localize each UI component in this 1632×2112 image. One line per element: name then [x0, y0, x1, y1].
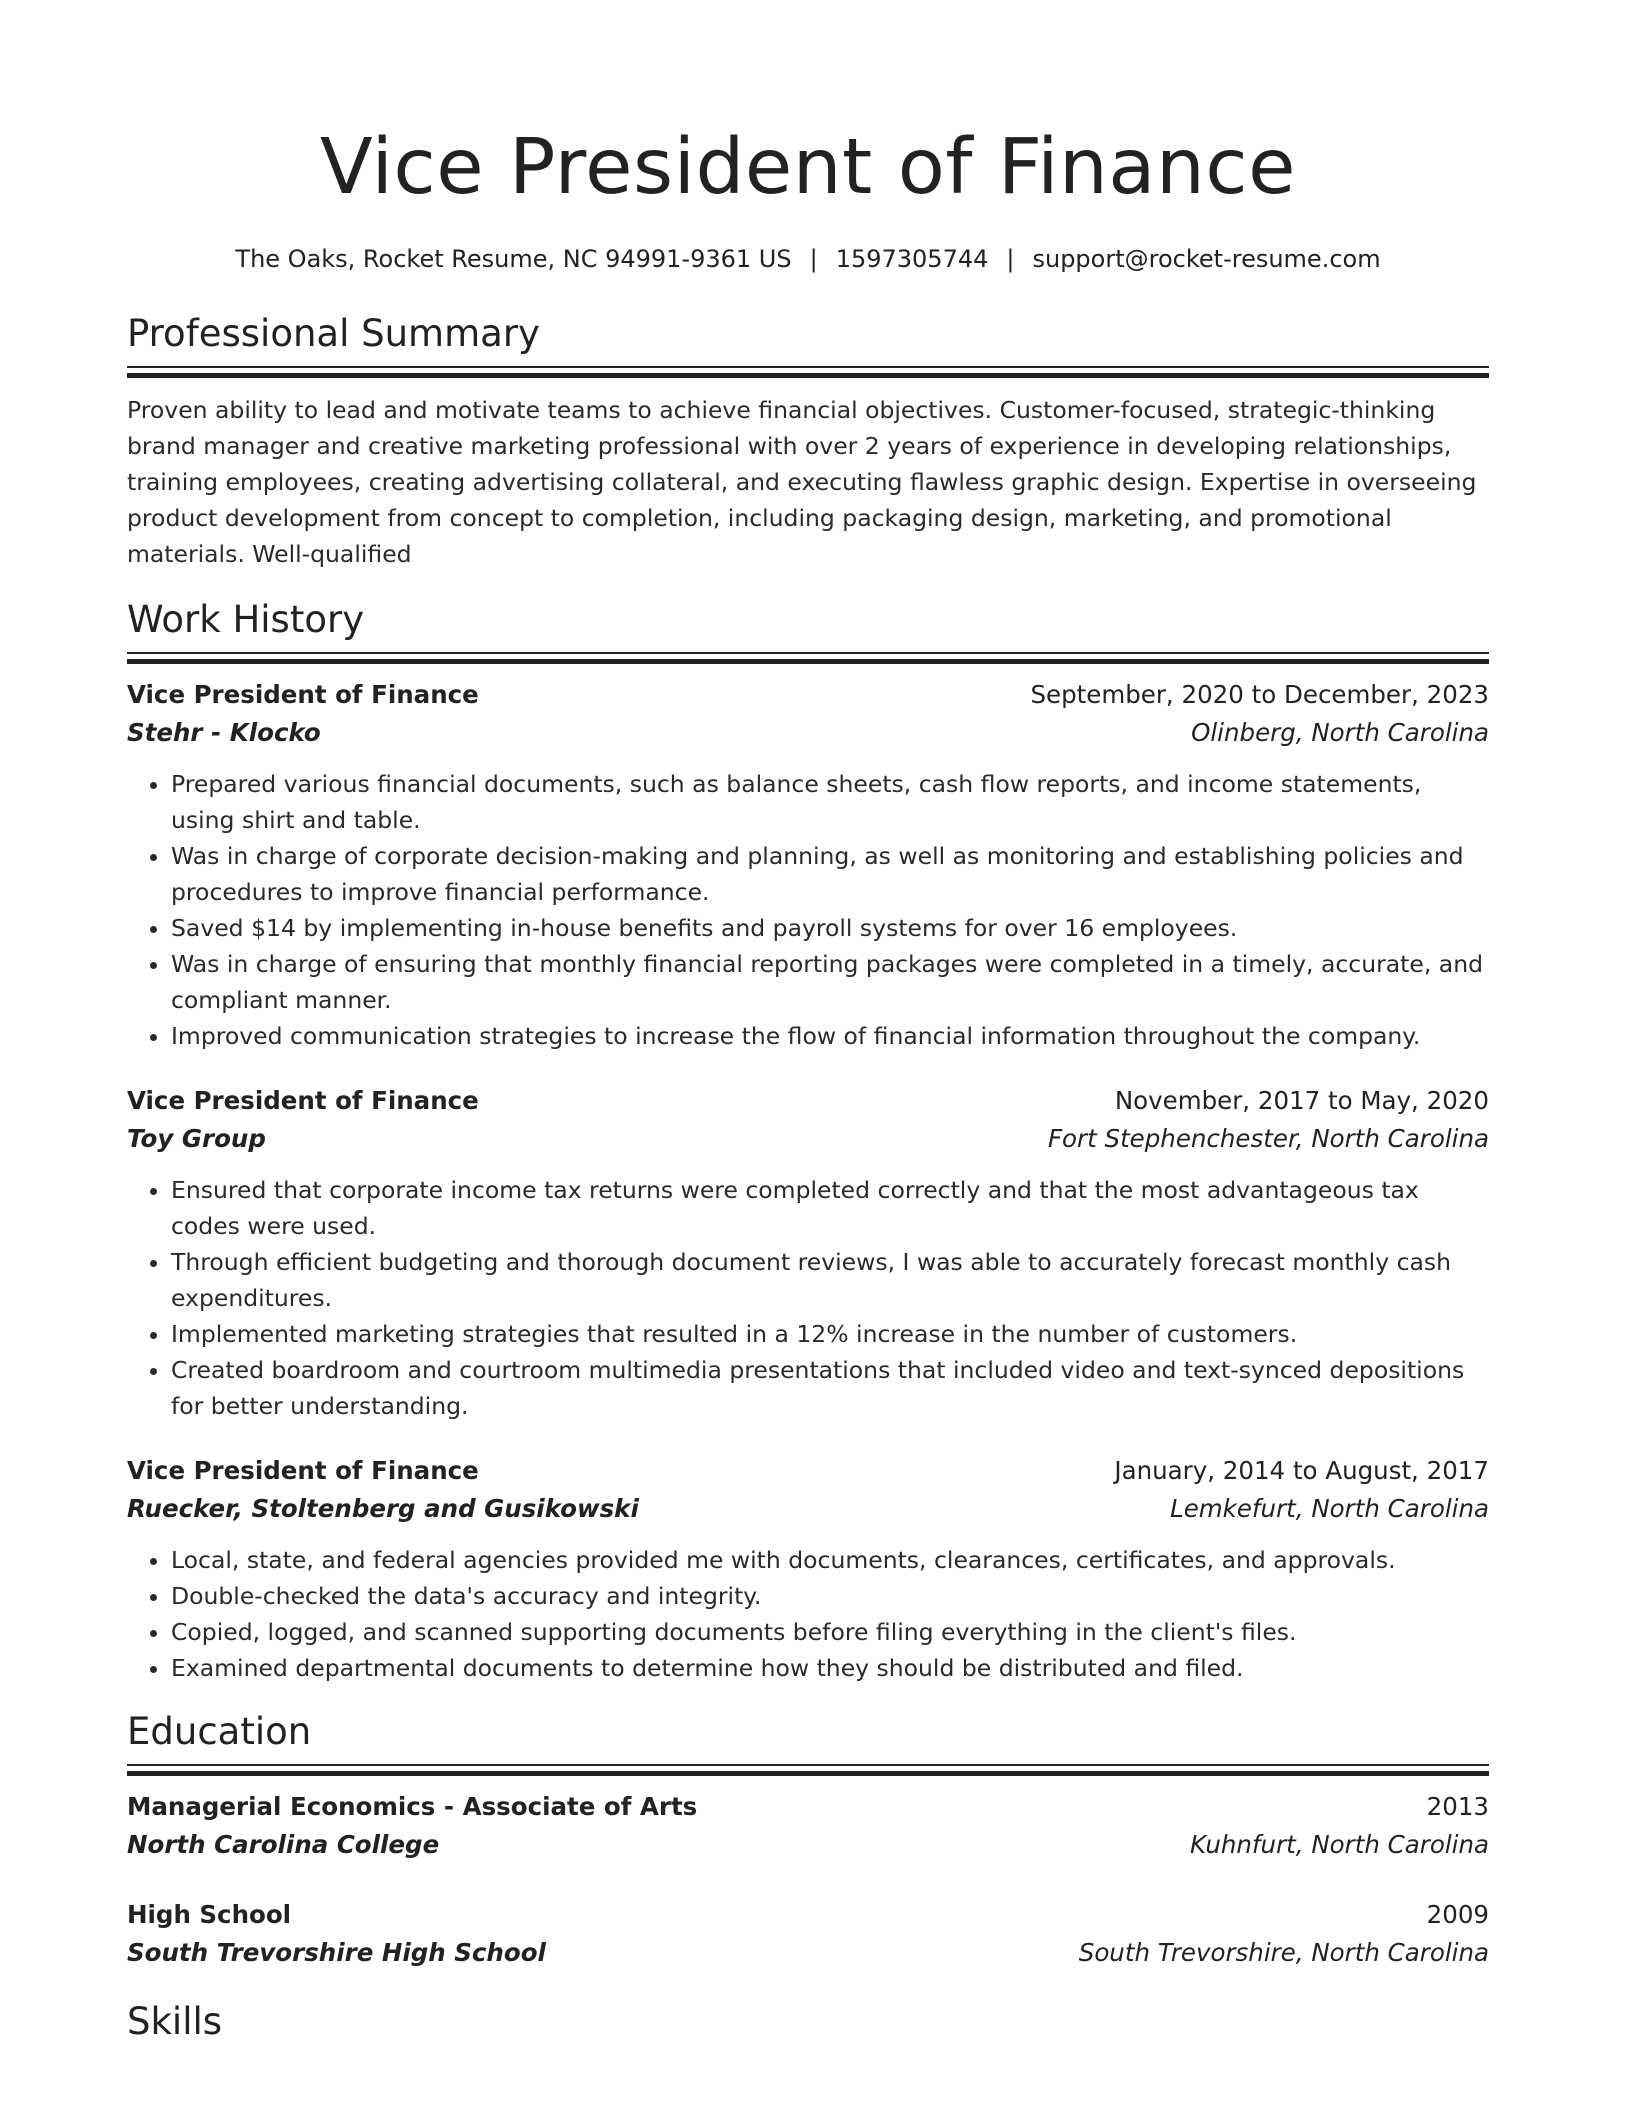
education-entry	[127, 1788, 1489, 1864]
contact-phone: 1597305744	[835, 245, 989, 273]
job-bullet: • Was in charge of corporate decision-making and planning, as well as monitoring and establishing policies and procedures to improve financial performance.	[171, 838, 1489, 910]
education-location: South Trevorshire, North Carolina	[1078, 1938, 1489, 1967]
job-bullets	[127, 1172, 1489, 1424]
job-bullet: • Improved communication strategies to increase the flow of financial information throughout the company.	[171, 1018, 1489, 1054]
education-year: 2009	[1426, 1900, 1489, 1929]
contact-line	[127, 242, 1489, 276]
work-history-section	[127, 596, 1489, 1686]
job-company: Ruecker, Stoltenberg and Gusikowski	[127, 1494, 639, 1523]
education-section	[127, 1708, 1489, 1972]
section-divider	[127, 1764, 1489, 1776]
education-entry	[127, 1896, 1489, 1972]
education-heading: Education	[127, 1710, 312, 1753]
job-bullet: • Saved $14 by implementing in-house benefits and payroll systems for over 16 employees.	[171, 910, 1489, 946]
job-location: Olinberg, North Carolina	[1191, 718, 1489, 747]
job-location: Lemkefurt, North Carolina	[1170, 1494, 1489, 1523]
job-bullet: • Ensured that corporate income tax returns were completed correctly and that the most advantageous tax codes were used.	[171, 1172, 1489, 1244]
job-entry	[127, 1452, 1489, 1686]
job-dates: January, 2014 to August, 2017	[1114, 1456, 1489, 1485]
job-entry	[127, 676, 1489, 1054]
job-bullet: • Implemented marketing strategies that resulted in a 12% increase in the number of customers.	[171, 1316, 1489, 1352]
job-bullet: • Local, state, and federal agencies provided me with documents, clearances, certificates, and approvals.	[171, 1542, 1489, 1578]
job-title: Vice President of Finance	[127, 1086, 479, 1115]
skills-heading: Skills	[127, 2000, 223, 2043]
job-company: Stehr - Klocko	[127, 718, 321, 747]
contact-separator: |	[1006, 245, 1015, 273]
resume-title: Vice President of Finance	[320, 123, 1296, 212]
summary-text: Proven ability to lead and motivate teams to achieve financial objectives. Customer-focused, strategic-thinking brand manager and creative marketing professional with over 2 years of experience in developing relationships, training employees, creating advertising collateral, and executing flawless graphic design. Expertise in overseeing product development from concept to completion, including packaging design, marketing, and promotional materials. Well-qualified	[127, 396, 1477, 568]
job-location: Fort Stephenchester, North Carolina	[1047, 1124, 1489, 1153]
job-dates: September, 2020 to December, 2023	[1030, 680, 1489, 709]
education-year: 2013	[1426, 1792, 1489, 1821]
contact-separator: |	[809, 245, 818, 273]
education-location: Kuhnfurt, North Carolina	[1189, 1830, 1489, 1859]
job-bullets	[127, 1542, 1489, 1686]
job-dates: November, 2017 to May, 2020	[1114, 1086, 1489, 1115]
job-entry	[127, 1082, 1489, 1424]
section-divider	[127, 652, 1489, 664]
summary-heading: Professional Summary	[127, 312, 540, 355]
job-bullet: • Through efficient budgeting and thorough document reviews, I was able to accurately forecast monthly cash expenditures.	[171, 1244, 1489, 1316]
resume-page	[127, 0, 1489, 2046]
section-divider	[127, 366, 1489, 378]
skills-section	[127, 1998, 1489, 2046]
work-history-heading: Work History	[127, 598, 365, 641]
job-bullet: • Copied, logged, and scanned supporting documents before filing everything in the client's files.	[171, 1614, 1489, 1650]
education-degree: Managerial Economics - Associate of Arts	[127, 1792, 698, 1821]
job-company: Toy Group	[127, 1124, 266, 1153]
education-school: North Carolina College	[127, 1830, 440, 1859]
contact-address: The Oaks, Rocket Resume, NC 94991-9361 US	[235, 245, 792, 273]
summary-section	[127, 310, 1489, 572]
education-school: South Trevorshire High School	[127, 1938, 546, 1967]
job-bullet: • Prepared various financial documents, such as balance sheets, cash flow reports, and income statements, using shirt and table.	[171, 766, 1489, 838]
education-degree: High School	[127, 1900, 292, 1929]
job-bullet: • Double-checked the data's accuracy and integrity.	[171, 1578, 1489, 1614]
job-bullet: • Examined departmental documents to determine how they should be distributed and filed.	[171, 1650, 1489, 1686]
contact-email[interactable]: support@rocket-resume.com	[1032, 245, 1381, 273]
job-bullets	[127, 766, 1489, 1054]
job-title: Vice President of Finance	[127, 680, 479, 709]
job-bullet: • Was in charge of ensuring that monthly financial reporting packages were completed in a timely, accurate, and compliant manner.	[171, 946, 1489, 1018]
job-title: Vice President of Finance	[127, 1456, 479, 1485]
job-bullet: • Created boardroom and courtroom multimedia presentations that included video and text-synced depositions for better understanding.	[171, 1352, 1489, 1424]
